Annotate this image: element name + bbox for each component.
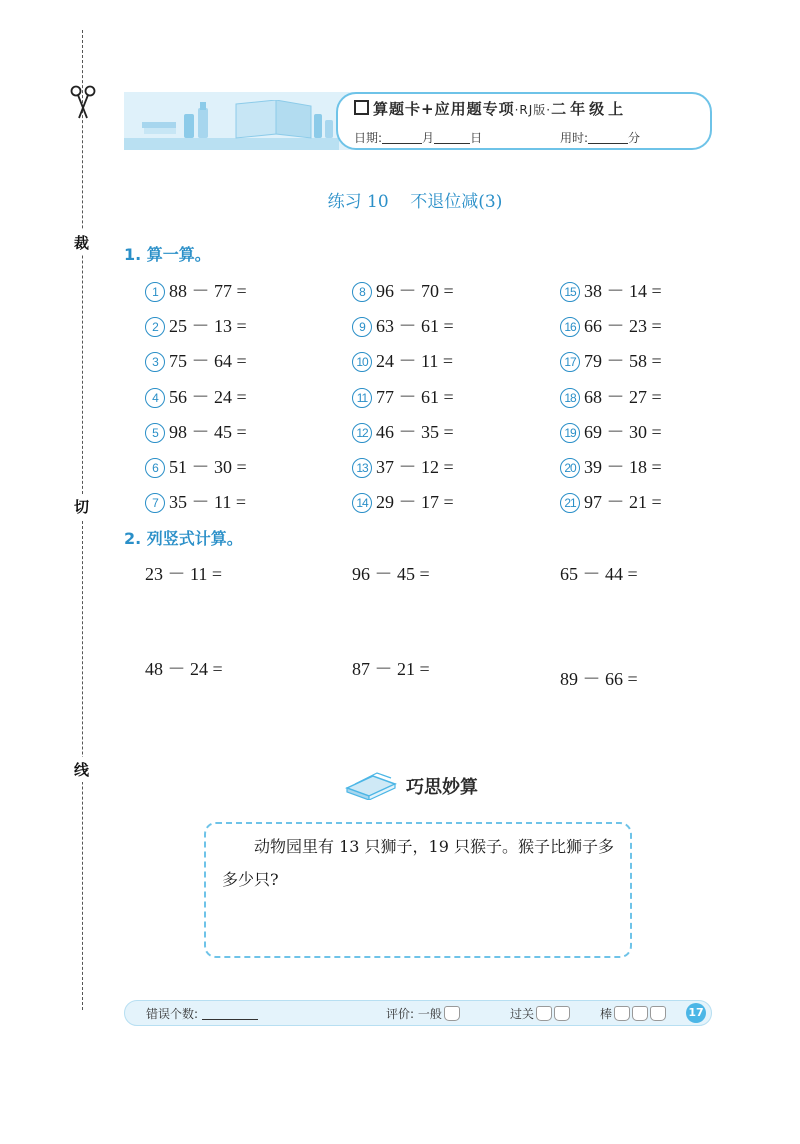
problem-number: 5: [145, 423, 165, 443]
vertical-problem: 96 － 45 =: [352, 564, 430, 584]
problem-item: [352, 418, 454, 444]
vertical-problem: 89 － 66 =: [560, 669, 638, 689]
problem-expression: 37 － 12 =: [376, 457, 454, 477]
problem-number: 12: [352, 423, 372, 443]
thumb-icon: [444, 1006, 460, 1021]
problem-expression: 96 － 70 =: [376, 281, 454, 301]
word-problem-text: 动物园里有 13 只狮子，19 只猴子。猴子比狮子多多少只?: [222, 837, 614, 889]
problem-expression: 46 － 35 =: [376, 421, 454, 442]
problem-item: [352, 488, 454, 514]
problem-number: 17: [560, 352, 580, 372]
problem-number: 13: [352, 458, 372, 478]
problem-expression: 97 － 21 =: [584, 492, 662, 513]
problem-item: [560, 418, 662, 444]
problem-number: 10: [352, 352, 372, 372]
vertical-problem: 87 － 21 =: [352, 659, 430, 679]
problem-expression: 56 － 24 =: [169, 386, 247, 407]
lesson-title: 练习 10 不退位减(3): [327, 192, 503, 212]
problem-expression: 35 － 11 =: [169, 492, 246, 513]
problem-number: 9: [352, 317, 372, 337]
section-2-heading: 2. 列竖式计算。: [124, 529, 243, 548]
problem-expression: 29 － 17 =: [376, 492, 454, 513]
problem-expression: 39 － 18 =: [584, 457, 662, 477]
thumb-icon: [632, 1006, 648, 1021]
problem-item: [145, 453, 247, 479]
cut-mark-cai: 裁: [74, 230, 89, 255]
books-icon: [343, 770, 399, 800]
problem-number: 6: [145, 458, 165, 478]
problem-number: 2: [145, 317, 165, 337]
problem-number: 20: [560, 458, 580, 478]
problem-number: 4: [145, 388, 165, 408]
problem-expression: 77 － 61 =: [376, 386, 454, 407]
date-field: 日期: 月 日: [354, 131, 483, 145]
problem-number: 21: [560, 493, 580, 513]
problem-number: 18: [560, 388, 580, 408]
problem-expression: 69 － 30 =: [584, 421, 662, 442]
problem-item: [352, 312, 454, 338]
cut-line: [82, 30, 83, 1010]
vertical-problem: 65 － 44 =: [560, 564, 638, 584]
problem-expression: 38 － 14 =: [584, 281, 662, 301]
problem-number: 8: [352, 282, 372, 302]
cut-mark-xian: 线: [74, 757, 89, 782]
title-square-icon: [354, 100, 369, 115]
scissors-icon: [70, 84, 96, 120]
problem-item: [560, 277, 662, 303]
rating-field: 评价: 一般: [386, 1005, 460, 1022]
error-count-field: 错误个数:: [146, 1005, 258, 1022]
problem-number: 7: [145, 493, 165, 513]
problem-number: 19: [560, 423, 580, 443]
problem-expression: 66 － 23 =: [584, 316, 662, 337]
thumb-icon: [614, 1006, 630, 1021]
rating-great: 棒: [600, 1005, 666, 1022]
problem-number: 11: [352, 388, 372, 408]
thumb-icon: [650, 1006, 666, 1021]
problem-item: [560, 312, 662, 338]
problem-expression: 75 － 64 =: [169, 351, 247, 372]
problem-expression: 63 － 61 =: [376, 316, 454, 337]
problem-item: [352, 347, 453, 373]
thumb-icon: [554, 1006, 570, 1021]
problem-expression: 88 － 77 =: [169, 281, 247, 301]
problem-number: 15: [560, 282, 580, 302]
problem-item: [352, 383, 454, 409]
vertical-problem: 48 － 24 =: [145, 659, 223, 679]
cut-mark-qie: 切: [74, 494, 89, 519]
problem-item: [352, 453, 454, 479]
problem-expression: 68 － 27 =: [584, 386, 662, 407]
problem-item: [352, 277, 454, 303]
problem-item: [560, 347, 662, 373]
problem-expression: 51 － 30 =: [169, 457, 247, 477]
time-field: 用时: 分: [560, 131, 641, 145]
problem-expression: 98 － 45 =: [169, 421, 247, 442]
problem-item: [145, 312, 247, 338]
problem-item: [145, 347, 247, 373]
problem-item: [560, 453, 662, 479]
book-title: 算题卡+应用题专项·RJ版·二年级上: [354, 98, 627, 119]
rating-pass: 过关: [510, 1005, 570, 1022]
page-number: 17: [686, 1003, 706, 1023]
vertical-problem: 23 － 11 =: [145, 564, 222, 584]
puzzle-title: 巧思妙算: [406, 777, 478, 798]
problem-item: [560, 488, 662, 514]
problem-item: [145, 383, 247, 409]
problem-number: 14: [352, 493, 372, 513]
stationery-illustration: [136, 100, 336, 140]
problem-expression: 24 － 11 =: [376, 351, 453, 372]
section-1-heading: 1. 算一算。: [124, 245, 211, 264]
problem-item: [145, 488, 246, 514]
problem-number: 1: [145, 282, 165, 302]
problem-item: [560, 383, 662, 409]
problem-expression: 79 － 58 =: [584, 351, 662, 372]
problem-number: 3: [145, 352, 165, 372]
problem-item: [145, 418, 247, 444]
thumb-icon: [536, 1006, 552, 1021]
problem-expression: 25 － 13 =: [169, 316, 247, 337]
problem-item: [145, 277, 247, 303]
problem-number: 16: [560, 317, 580, 337]
